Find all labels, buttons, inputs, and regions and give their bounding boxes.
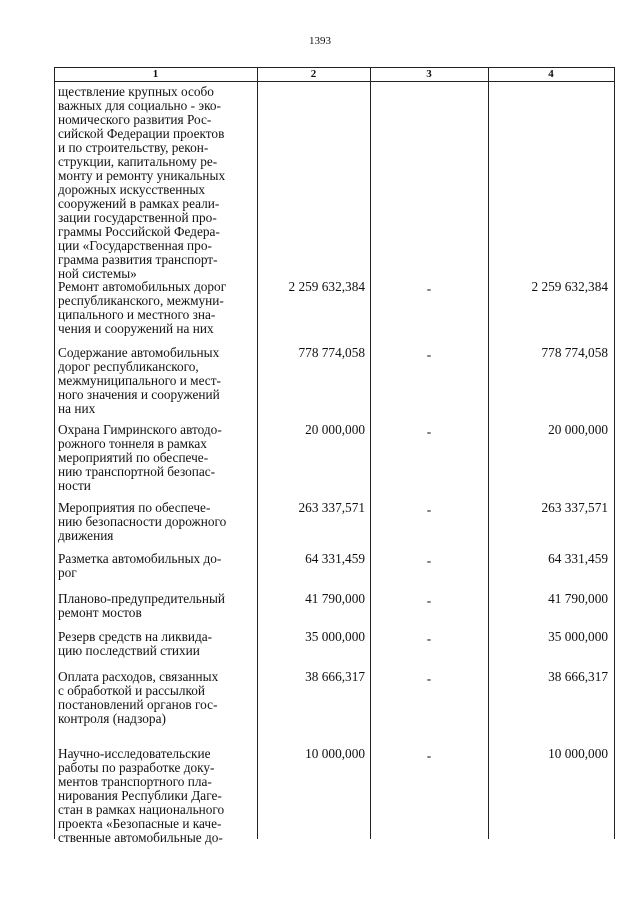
row-value-col2: 263 337,571 xyxy=(298,500,365,515)
row-value-col3: - xyxy=(426,748,432,763)
row-value-col4: 38 666,317 xyxy=(548,669,608,684)
row-description: ществление крупных особо важных для социально - эко- номического развития Рос- сийской Федерации проектов и по строительству, рекон- струкции, капитальному ре- монту и ремонту уникальных дорожных искусственных сооружений в рамках реали- зации государственной про- граммы Российской Федера- ции «Государственная про- грамма развития транспорт- ной системы» xyxy=(58,84,226,281)
row-value-col4: 2 259 632,384 xyxy=(531,279,608,294)
row-value-col2: 64 331,459 xyxy=(305,551,365,566)
column-header-2: 2 xyxy=(310,68,317,80)
row-value-col2: 2 259 632,384 xyxy=(288,279,365,294)
row-value-col3: - xyxy=(426,553,432,568)
row-value-col3: - xyxy=(426,347,432,362)
row-value-col3: - xyxy=(426,631,432,646)
row-value-col2: 41 790,000 xyxy=(305,591,365,606)
row-value-col3: - xyxy=(426,671,432,686)
row-value-col4: 64 331,459 xyxy=(548,551,608,566)
row-value-col4: 41 790,000 xyxy=(548,591,608,606)
row-description: Ремонт автомобильных дорог республиканского, межмуни- ципального и местного зна- чения и сооружений на них xyxy=(58,279,227,336)
column-header-3: 3 xyxy=(426,68,432,80)
row-value-col2: 38 666,317 xyxy=(305,669,365,684)
row-value-col3: - xyxy=(426,593,432,608)
row-value-col4: 10 000,000 xyxy=(548,746,608,761)
row-value-col3: - xyxy=(426,424,432,439)
row-value-col3: - xyxy=(426,502,432,517)
column-border xyxy=(488,67,489,839)
row-value-col3: - xyxy=(426,281,432,296)
row-description: Научно-исследовательские работы по разработке доку- ментов транспортного пла- нирования Республики Даге- стан в рамках национального проекта «Безопасные и каче- ственные автомобильные до- xyxy=(58,746,225,845)
row-description: Разметка автомобильных до- рог xyxy=(58,551,222,580)
page-number: 1393 xyxy=(309,35,331,47)
row-description: Оплата расходов, связанных с обработкой и рассылкой постановлений органов гос- контроля (надзора) xyxy=(58,669,219,726)
column-header-1: 1 xyxy=(152,68,159,80)
row-value-col4: 778 774,058 xyxy=(541,345,608,360)
row-description: Резерв средств на ликвида- цию последствий стихии xyxy=(58,629,213,658)
row-description: Планово-предупредительный ремонт мостов xyxy=(58,591,226,620)
row-description: Мероприятия по обеспече- нию безопасности дорожного движения xyxy=(58,500,227,543)
column-border xyxy=(54,67,55,839)
column-border xyxy=(257,67,258,839)
row-value-col2: 10 000,000 xyxy=(305,746,365,761)
row-description: Содержание автомобильных дорог республиканского, межмуниципального и мест- ного значения и сооружений на них xyxy=(58,345,221,416)
row-value-col2: 35 000,000 xyxy=(305,629,365,644)
table-header-rule xyxy=(54,81,614,82)
column-header-4: 4 xyxy=(548,68,554,80)
column-border xyxy=(614,67,615,839)
row-value-col4: 35 000,000 xyxy=(548,629,608,644)
row-value-col2: 778 774,058 xyxy=(298,345,365,360)
row-value-col2: 20 000,000 xyxy=(305,422,365,437)
budget-table xyxy=(54,67,614,845)
row-value-col4: 20 000,000 xyxy=(548,422,608,437)
column-border xyxy=(370,67,371,839)
row-description: Охрана Гимринского автодо- рожного тоннеля в рамках мероприятий по обеспече- нию транспортной безопас- ности xyxy=(58,422,222,493)
row-value-col4: 263 337,571 xyxy=(541,500,608,515)
